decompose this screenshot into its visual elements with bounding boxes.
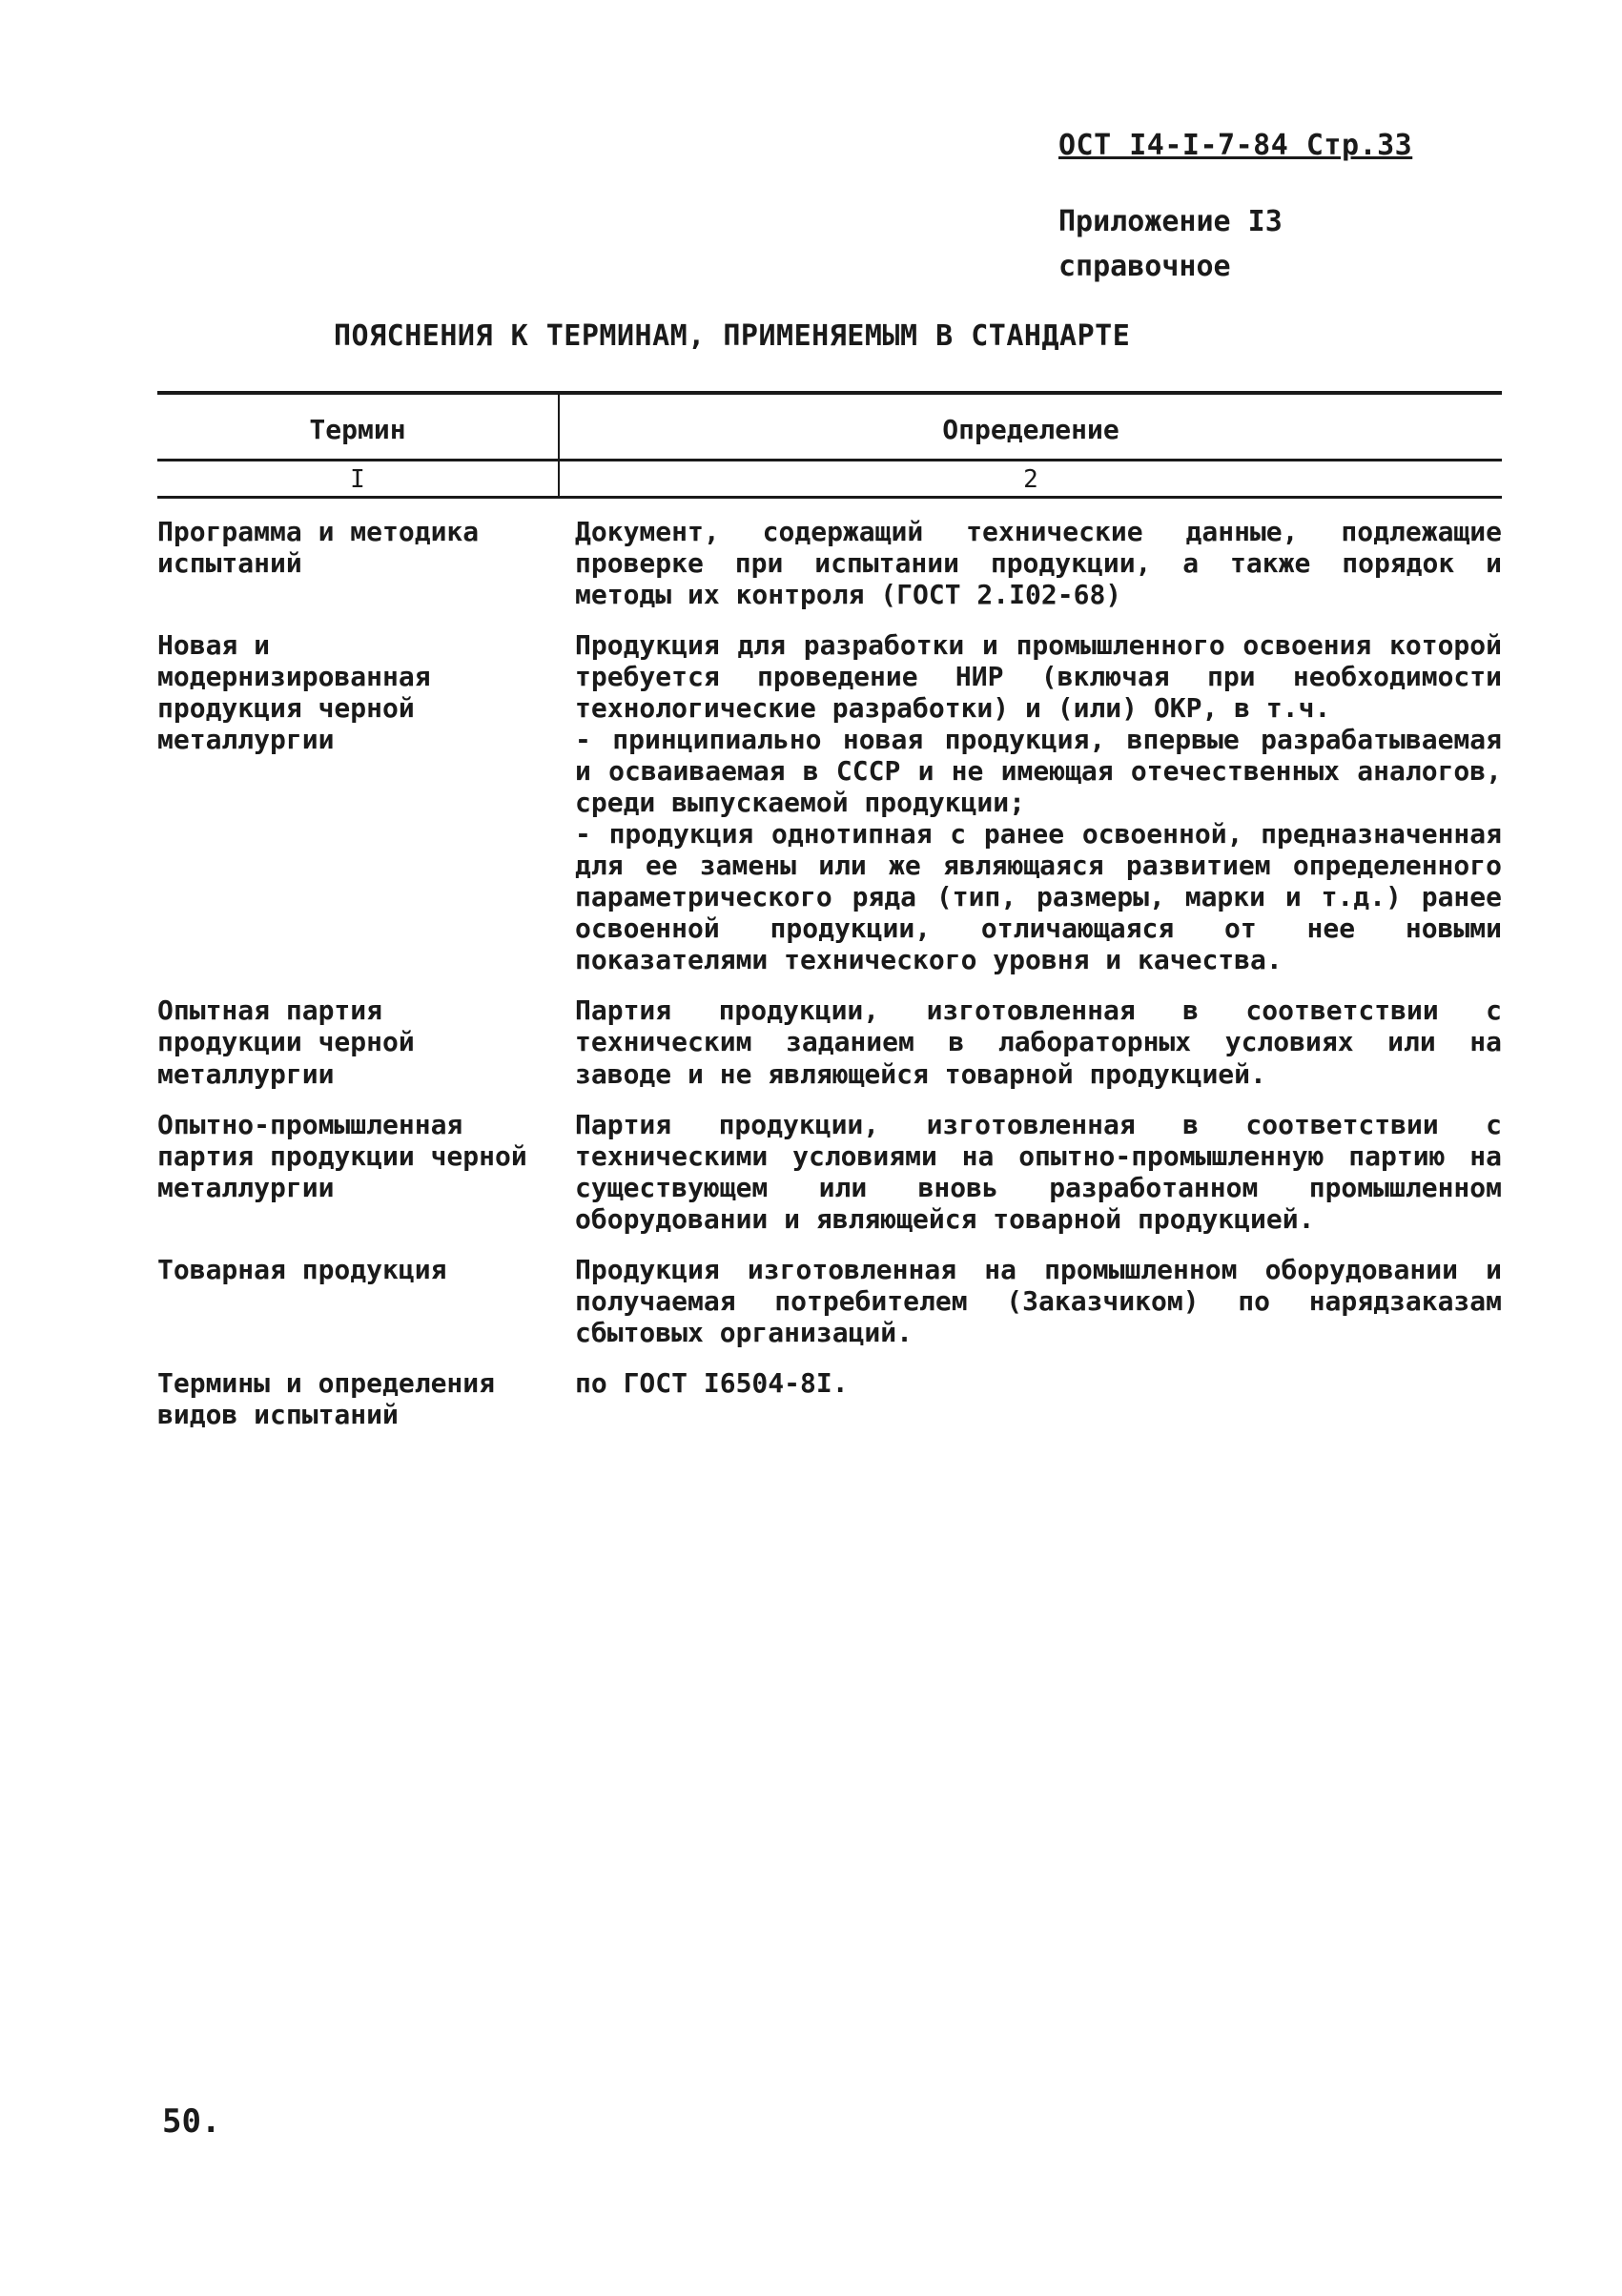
terms-table bbox=[157, 391, 1518, 1449]
definition-cell bbox=[558, 629, 1518, 976]
definition-paragraph: Продукция изготовленная на промышленном оборудовании и получаемая потребителем (Заказчиком) по нарядзаказам сбытовых организаций. bbox=[575, 1253, 1518, 1348]
definition-list-item: - продукция однотипная с ранее освоенной, предназначенная для ее замены или же являющаяся развитием определенного параметрического ряда (тип, размеры, марки и т.д.) ранее освоенной продукции, отличающаяся от нее новыми показателями технического уровня и качества. bbox=[575, 818, 1518, 976]
definition-paragraph: Партия продукции, изготовленная в соответствии с техническими условиями на опытно-промышленную партию на существующем или вновь разработанном промышленном оборудовании и являющейся товарной продукцией. bbox=[575, 1108, 1518, 1235]
table-body bbox=[157, 516, 1518, 1430]
column-header-definition: Определение bbox=[558, 395, 1502, 459]
definition-paragraph: Партия продукции, изготовленная в соответствии с техническим заданием в лабораторных условиях или на заводе и не являющейся товарной продукцией. bbox=[575, 994, 1518, 1090]
term-cell: Термины и определения видов испытаний bbox=[157, 1366, 496, 1430]
page-number: 50. bbox=[162, 2102, 221, 2141]
definition-paragraph: Документ, содержащий технические данные, подлежащие проверке при испытании продукции, а также порядок и методы их контроля (ГОСТ 2.I02-68) bbox=[575, 516, 1518, 611]
column-number-definition: 2 bbox=[558, 461, 1502, 496]
definition-cell bbox=[558, 1108, 1518, 1235]
table-row bbox=[157, 629, 1518, 976]
definition-paragraph: Продукция для разработки и промышленного освоения которой требуется проведение НИР (включая при необходимости технологические разработки) и (или) ОКР, в т.ч. bbox=[575, 629, 1518, 725]
column-number-row bbox=[157, 461, 1502, 496]
table-row bbox=[157, 994, 1518, 1090]
document-title: ПОЯСНЕНИЯ К ТЕРМИНАМ, ПРИМЕНЯЕМЫМ В СТАНДАРТЕ bbox=[334, 319, 1131, 353]
table-header-row bbox=[157, 395, 1502, 459]
table-row bbox=[157, 1367, 1502, 1430]
term-cell: Опытно-промышленная партия продукции черной металлургии bbox=[157, 1108, 527, 1203]
definition-list-item: - принципиально новая продукция, впервые разрабатываемая и осваиваемая в СССР и не имеющая отечественных аналогов, среди выпускаемой продукции; bbox=[575, 724, 1518, 819]
table-row bbox=[157, 1253, 1518, 1348]
definition-cell bbox=[558, 994, 1518, 1090]
table-row bbox=[157, 1108, 1518, 1235]
appendix-number: Приложение I3 bbox=[1058, 205, 1283, 238]
definition-cell bbox=[558, 516, 1518, 611]
definition-paragraph: по ГОСТ I6504-8I. bbox=[575, 1366, 849, 1399]
column-header-term: Термин bbox=[309, 414, 406, 445]
term-cell: Программа и методика испытаний bbox=[157, 516, 480, 580]
definition-cell bbox=[558, 1367, 1502, 1430]
document-code-header: ОСТ I4-I-7-84 Стр.33 bbox=[1058, 129, 1413, 162]
column-number-term: I bbox=[350, 465, 365, 494]
table-row bbox=[157, 516, 1518, 611]
term-cell: Новая и модернизированная продукция черной металлургии bbox=[157, 629, 431, 756]
appendix-type: справочное bbox=[1058, 250, 1231, 283]
term-cell: Опытная партия продукции черной металлургии bbox=[157, 994, 415, 1090]
definition-cell bbox=[558, 1253, 1518, 1348]
table-number-rule bbox=[157, 496, 1502, 499]
term-cell: Товарная продукция bbox=[157, 1253, 447, 1285]
